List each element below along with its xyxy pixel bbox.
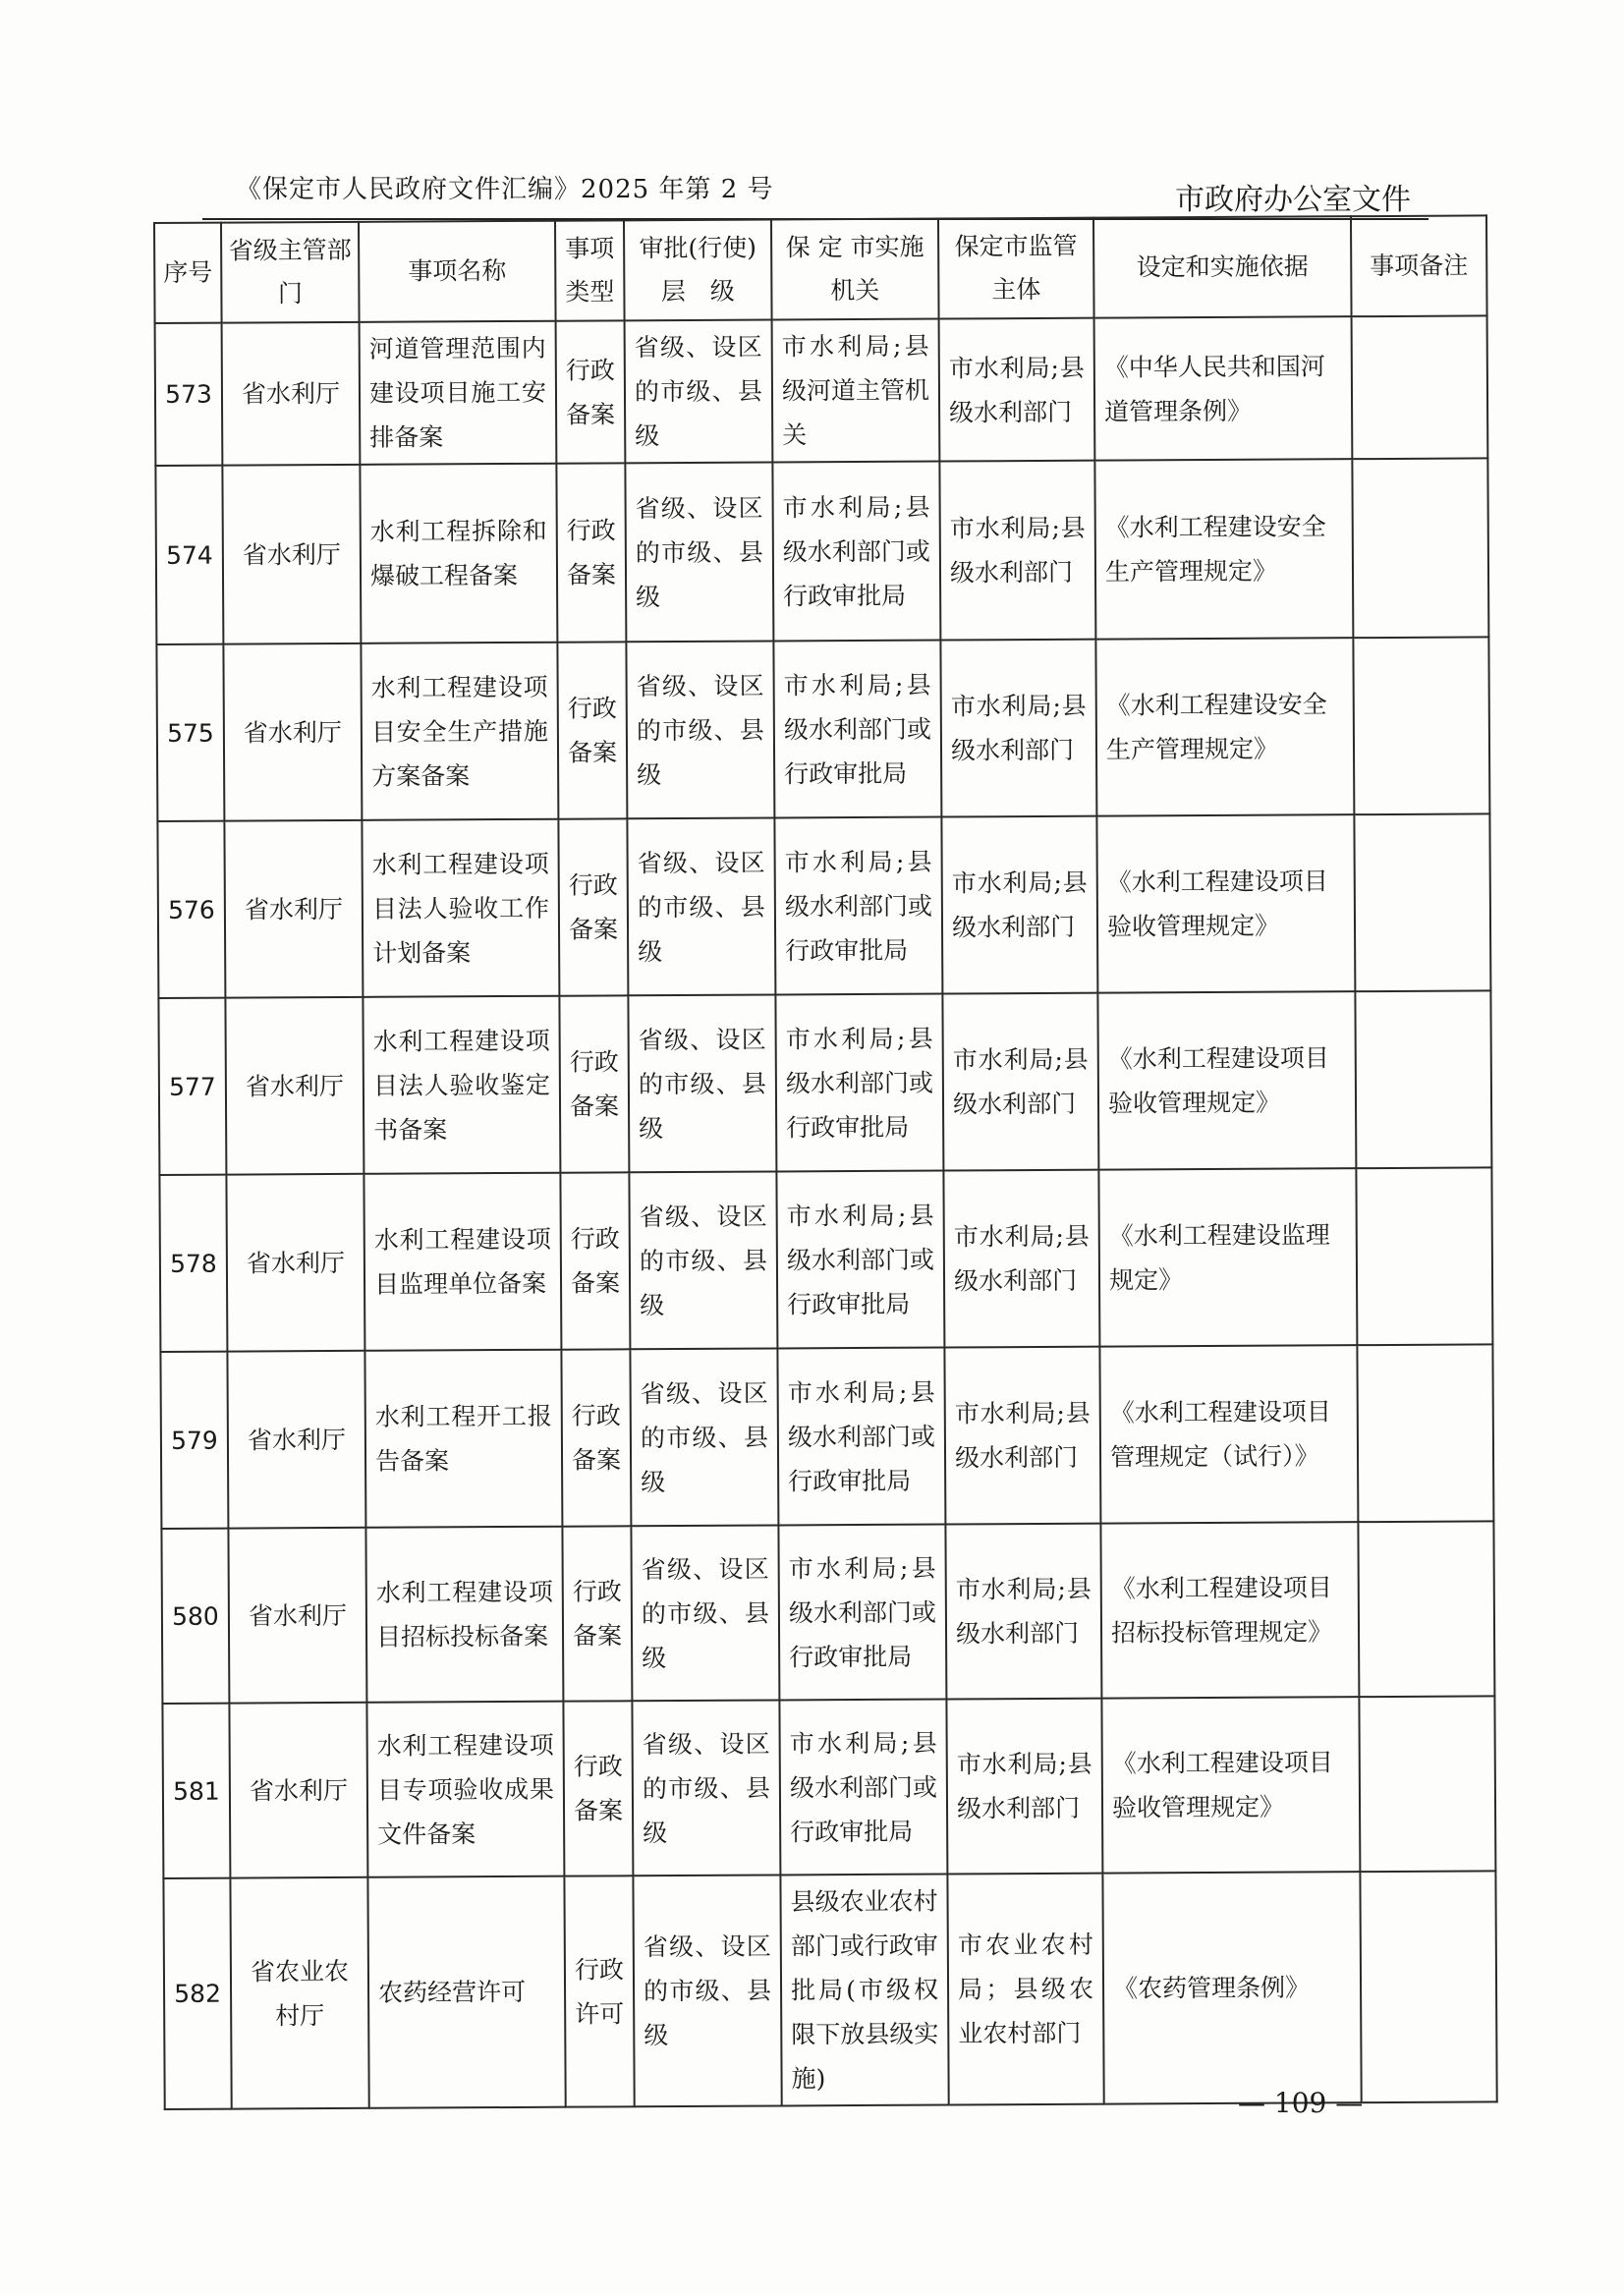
col-header-dept: 省级主管部 门 — [221, 222, 360, 323]
cell-legal-basis: 《水利工程建设项目验收管理规定》 — [1101, 1697, 1360, 1873]
cell-note — [1354, 813, 1490, 991]
cell-note — [1359, 1696, 1495, 1872]
cell-approval-level: 省级、设区的市级、县级 — [630, 1348, 778, 1526]
cell-item-name: 水利工程建设项目招标投标备案 — [365, 1527, 563, 1703]
table-row — [158, 990, 1491, 1175]
cell-supervisor: 市水利局;县级水利部门 — [946, 1699, 1102, 1875]
cell-item-name: 水利工程开工报告备案 — [364, 1350, 562, 1528]
cell-implementing-agency: 市水利局;县级水利部门或行政审批局 — [775, 994, 943, 1172]
table-row — [163, 1871, 1496, 2109]
cell-item-type: 行政备案 — [561, 1349, 631, 1526]
cell-legal-basis: 《农药管理条例》 — [1102, 1872, 1361, 2103]
cell-implementing-agency: 市水利局;县级水利部门或行政审批局 — [773, 641, 941, 818]
cell-implementing-agency: 县级农业农村部门或行政审批局(市级权限下放县级实施) — [780, 1875, 948, 2106]
cell-supervisor: 市水利局;县级水利部门 — [940, 640, 1096, 817]
cell-legal-basis: 《水利工程建设安全生产管理规定》 — [1095, 638, 1354, 815]
cell-implementing-agency: 市水利局;县级水利部门或行政审批局 — [776, 1171, 944, 1349]
cell-item-name: 水利工程建设项目监理单位备案 — [364, 1173, 561, 1351]
cell-approval-level: 省级、设区的市级、县级 — [627, 817, 775, 995]
table-row — [155, 315, 1488, 466]
cell-note — [1352, 458, 1488, 638]
cell-item-type: 行政备案 — [558, 818, 628, 995]
cell-approval-level: 省级、设区的市级、县级 — [625, 462, 773, 642]
cell-seq: 575 — [156, 644, 224, 821]
cell-item-name: 河道管理范围内建设项目施工安排备案 — [360, 321, 557, 465]
cell-note — [1357, 1344, 1493, 1522]
table-row — [155, 458, 1488, 644]
cell-supervisor: 市水利局;县级水利部门 — [943, 1170, 1099, 1348]
table-row — [159, 1167, 1492, 1352]
cell-dept: 省水利厅 — [229, 1703, 367, 1878]
cell-legal-basis: 《水利工程建设项目验收管理规定》 — [1097, 991, 1356, 1169]
cell-dept: 省水利厅 — [225, 997, 364, 1175]
item-table — [153, 214, 1498, 2110]
cell-item-name: 水利工程建设项目安全生产措施方案备案 — [361, 643, 558, 820]
cell-dept: 省水利厅 — [226, 1174, 364, 1352]
cell-implementing-agency: 市水利局;县级水利部门或行政审批局 — [774, 817, 942, 995]
cell-dept: 省水利厅 — [223, 644, 362, 821]
cell-item-name: 水利工程建设项目法人验收鉴定书备案 — [363, 996, 560, 1174]
table-row — [157, 813, 1490, 998]
cell-approval-level: 省级、设区的市级、县级 — [628, 994, 776, 1172]
cell-legal-basis: 《水利工程建设监理规定》 — [1098, 1168, 1357, 1346]
cell-seq: 582 — [163, 1878, 231, 2109]
cell-note — [1353, 637, 1489, 814]
cell-item-type: 行政备案 — [556, 463, 626, 642]
table-row — [156, 637, 1489, 821]
cell-item-type: 行政备案 — [557, 642, 627, 818]
cell-dept: 省水利厅 — [222, 322, 361, 466]
cell-supervisor: 市水利局;县级水利部门 — [945, 1524, 1101, 1700]
cell-implementing-agency: 市水利局;县级河道主管机关 — [772, 319, 940, 463]
cell-supervisor: 市水利局;县级水利部门 — [941, 816, 1097, 994]
cell-item-type: 行政备案 — [562, 1526, 632, 1701]
cell-implementing-agency: 市水利局;县级水利部门或行政审批局 — [772, 462, 940, 642]
table-row — [160, 1344, 1493, 1529]
cell-item-type: 行政许可 — [564, 1875, 634, 2106]
col-header-level: 审批(行使)层 级 — [624, 219, 772, 320]
cell-item-name: 水利工程建设项目法人验收工作计划备案 — [362, 819, 559, 997]
cell-seq: 580 — [161, 1529, 229, 1704]
cell-seq: 578 — [159, 1175, 227, 1352]
cell-approval-level: 省级、设区的市级、县级 — [626, 641, 774, 818]
cell-legal-basis: 《水利工程建设项目验收管理规定》 — [1096, 814, 1355, 992]
col-header-seq: 序号 — [154, 223, 222, 323]
cell-implementing-agency: 市水利局;县级水利部门或行政审批局 — [779, 1700, 947, 1875]
cell-dept: 省水利厅 — [228, 1528, 366, 1704]
col-header-note: 事项备注 — [1351, 215, 1487, 316]
cell-approval-level: 省级、设区的市级、县级 — [633, 1875, 781, 2106]
col-header-basis: 设定和实施依据 — [1093, 216, 1352, 317]
col-header-agency: 保 定 市实施机关 — [771, 219, 939, 320]
cell-item-name: 农药经营许可 — [367, 1876, 565, 2108]
cell-approval-level: 省级、设区的市级、县级 — [629, 1171, 777, 1349]
cell-seq: 579 — [160, 1352, 228, 1529]
cell-note — [1352, 315, 1488, 459]
cell-seq: 581 — [162, 1704, 230, 1878]
cell-note — [1356, 1167, 1492, 1345]
document-category: 市政府办公室文件 — [1175, 183, 1411, 217]
table-header-row — [154, 215, 1487, 323]
page-number: — 109 — — [1238, 2087, 1364, 2119]
cell-dept: 省水利厅 — [222, 465, 361, 644]
table-row — [161, 1521, 1494, 1704]
cell-seq: 574 — [155, 466, 223, 644]
cell-seq: 576 — [157, 821, 225, 998]
cell-legal-basis: 《水利工程建设项目招标投标管理规定》 — [1100, 1522, 1359, 1698]
cell-approval-level: 省级、设区的市级、县级 — [625, 319, 773, 463]
cell-legal-basis: 《水利工程建设项目管理规定（试行）》 — [1099, 1345, 1358, 1523]
cell-supervisor: 市水利局;县级水利部门 — [939, 461, 1095, 641]
table-row — [162, 1696, 1495, 1878]
cell-item-name: 水利工程建设项目专项验收成果文件备案 — [366, 1702, 564, 1877]
cell-dept: 省水利厅 — [227, 1351, 365, 1529]
cell-seq: 577 — [158, 998, 226, 1175]
cell-note — [1355, 990, 1491, 1168]
cell-item-type: 行政备案 — [556, 320, 626, 463]
cell-item-name: 水利工程拆除和爆破工程备案 — [360, 464, 557, 644]
cell-legal-basis: 《水利工程建设安全生产管理规定》 — [1094, 459, 1353, 639]
cell-item-type: 行政备案 — [560, 1172, 630, 1349]
document-series-title: 《保定市人民政府文件汇编》2025 年第 2 号 — [236, 175, 774, 204]
cell-seq: 573 — [155, 323, 223, 466]
cell-supervisor: 市水利局;县级水利部门 — [939, 318, 1095, 462]
col-header-type: 事项类型 — [555, 220, 625, 320]
cell-implementing-agency: 市水利局;县级水利部门或行政审批局 — [778, 1525, 946, 1701]
cell-note — [1358, 1521, 1494, 1697]
cell-note — [1360, 1871, 1496, 2102]
cell-dept: 省农业农村厅 — [230, 1877, 368, 2109]
cell-item-type: 行政备案 — [563, 1701, 633, 1875]
col-header-name: 事项名称 — [359, 221, 556, 322]
cell-supervisor: 市水利局;县级水利部门 — [944, 1347, 1100, 1525]
col-header-supervisor: 保定市监管主体 — [938, 218, 1094, 319]
cell-approval-level: 省级、设区的市级、县级 — [631, 1525, 779, 1701]
cell-supervisor: 市水利局;县级水利部门 — [942, 993, 1098, 1171]
cell-implementing-agency: 市水利局;县级水利部门或行政审批局 — [777, 1348, 945, 1526]
cell-dept: 省水利厅 — [224, 820, 363, 998]
cell-legal-basis: 《中华人民共和国河道管理条例》 — [1094, 316, 1353, 460]
cell-supervisor: 市农业农村局；县级农业农村部门 — [947, 1874, 1103, 2105]
cell-approval-level: 省级、设区的市级、县级 — [632, 1700, 780, 1875]
cell-item-type: 行政备案 — [559, 995, 629, 1172]
